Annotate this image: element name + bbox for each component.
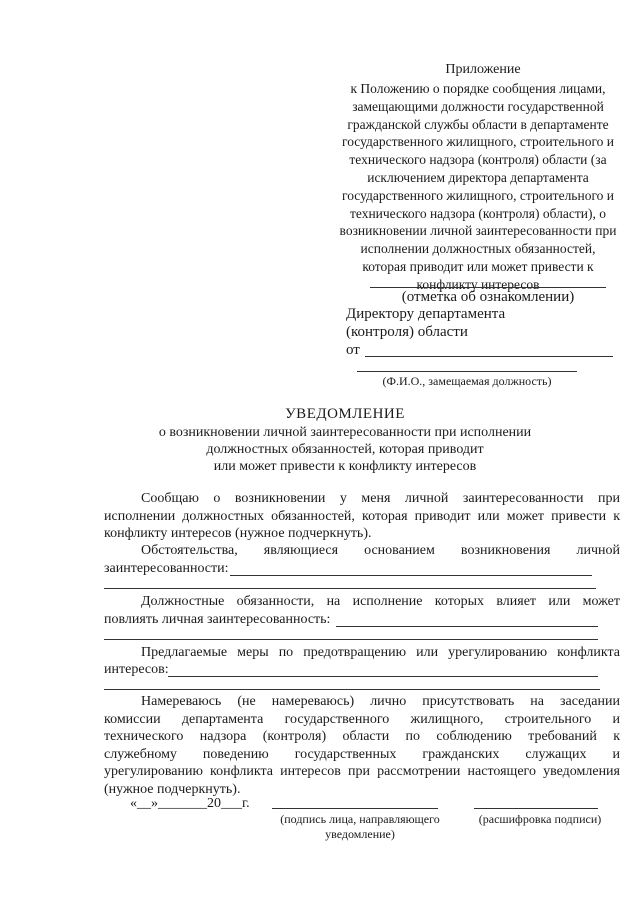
appendix-line: возникновении личной заинтересованности при [339, 223, 617, 239]
paragraph-line: комиссии департамента государственного жилищного, строительного и [104, 711, 620, 727]
paragraph-line: урегулированию конфликта интересов при рассмотрении настоящего уведомления [104, 764, 620, 779]
appendix-line: государственного жилищного, строительного и [342, 134, 614, 150]
paragraph-line: служебному поведению государственных гражданских служащих и [104, 746, 620, 762]
circumstances-label: Обстоятельства, являющиеся основанием возникновения личной [141, 543, 620, 558]
duties-line [104, 639, 598, 640]
signature-caption: (подпись лица, направляющего [280, 812, 440, 826]
circumstances-line [104, 588, 596, 589]
appendix-line: исключением директора департамента [367, 169, 589, 185]
notice-subtitle-line: или может привести к конфликту интересов [213, 459, 477, 474]
measures-label-2: интересов: [104, 662, 169, 677]
duties-label: Должностные обязанности, на исполнение которых влияет или может [141, 594, 620, 609]
fio-line [357, 371, 577, 372]
measures-line [168, 676, 598, 677]
appendix-line: к Положению о порядке сообщения лицами, [350, 81, 606, 96]
notice-subtitle-line: о возникновении личной заинтересованности при исполнении [158, 425, 532, 440]
appendix-line: государственного жилищного, строительного и [342, 187, 614, 203]
paragraph-line: исполнении должностных обязанностей, которая приводит или может привести к [104, 508, 620, 524]
paragraph-line: Намереваюсь (не намереваюсь) лично присутствовать на заседании [141, 694, 620, 709]
appendix-title: Приложение [445, 62, 521, 77]
circumstances-label-2: заинтересованности: [104, 561, 229, 576]
notice-subtitle-line: должностных обязанностей, которая приводит [206, 442, 484, 457]
paragraph-line: (нужное подчеркнуть). [104, 781, 241, 797]
signature-caption-2: уведомление) [325, 827, 395, 841]
appendix-line: конфликту интересов [416, 276, 540, 292]
appendix-line: замещающими должности государственной [352, 98, 604, 114]
acknowledgement-line [370, 287, 606, 288]
acknowledgement-caption: (отметка об ознакомлении) [401, 289, 575, 305]
fio-caption: (Ф.И.О., замещаемая должность) [382, 374, 552, 388]
appendix-line: технического надзора (контроля) области), о [349, 205, 606, 221]
appendix-line: исполнении должностных обязанностей, [360, 241, 596, 257]
circumstances-line [230, 575, 592, 576]
appendix-line: которая приводит или может привести к [362, 258, 594, 274]
signature-line [272, 808, 438, 809]
date-field: «__»_______20___г. [130, 796, 250, 811]
paragraph-line: технического надзора (контроля) области по соблюдению требований к [104, 729, 620, 744]
measures-line [104, 689, 600, 690]
appendix-line: технического надзора (контроля) области (за [349, 152, 607, 168]
paragraph-line: конфликту интересов (нужное подчеркнуть). [104, 526, 372, 541]
appendix-text [320, 80, 636, 294]
from-prefix: от [346, 342, 360, 358]
addressee-line-2: (контроля) области [346, 324, 468, 340]
duties-label-2: повлиять личная заинтересованность: [104, 612, 331, 627]
decode-caption: (расшифровка подписи) [478, 812, 602, 826]
paragraph-1 [104, 490, 620, 543]
appendix-line: гражданской службы области в департаменте [347, 116, 609, 132]
measures-label: Предлагаемые меры по предотвращению или урегулированию конфликта [141, 645, 620, 660]
decode-line [474, 808, 598, 809]
notice-title: УВЕДОМЛЕНИЕ [285, 406, 405, 422]
duties-line [336, 626, 598, 627]
addressee-line-1: Директору департамента [346, 306, 506, 322]
notice-subtitle [150, 424, 540, 475]
paragraph-5 [104, 693, 620, 798]
from-line [365, 356, 613, 357]
paragraph-line: Сообщаю о возникновении у меня личной заинтересованности при [141, 491, 620, 506]
